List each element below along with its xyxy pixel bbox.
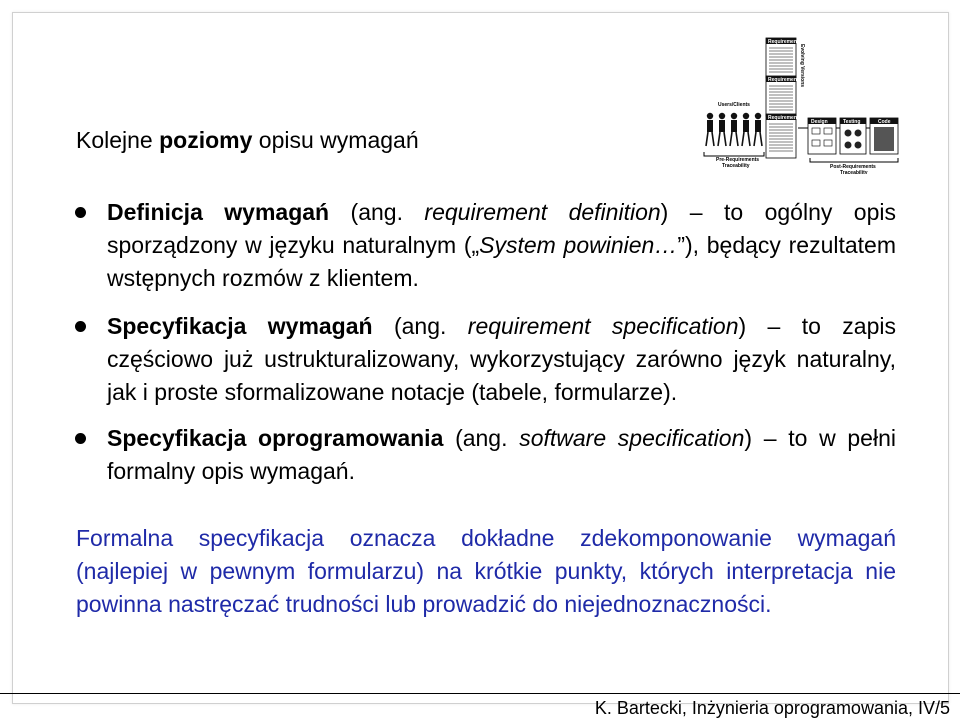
bullet-icon: [75, 207, 86, 218]
design-box: [808, 118, 836, 154]
requirements-stack-icon: [766, 38, 802, 158]
svg-text:Pre-Requirements: Pre-Requirements: [716, 157, 760, 163]
evolving-versions-label: Evolving Versions: [799, 44, 805, 88]
slide-footer: K. Bartecki, Inżynieria oprogramowania, IV/5: [594, 698, 950, 718]
svg-text:Testing: Testing: [843, 119, 861, 125]
bullet-icon: [75, 433, 86, 444]
svg-text:Requirements: Requirements: [768, 39, 802, 45]
svg-text:Requirements: Requirements: [768, 77, 802, 83]
testing-box: [840, 118, 866, 154]
svg-text:Traceability: Traceability: [722, 163, 750, 169]
list-item: Specyfikacja oprogramowania (ang. software specification) – to w pełni formalny opis wymagań.: [107, 425, 896, 484]
svg-text:Code: Code: [878, 119, 891, 125]
formal-spec-note: Formalna specyfikacja oznacza dokładne zdekomponowanie wymagań (najlepiej w pewnym formularzu) na krótkie punkty, których interpretacja nie powinna nastręczać trudności lub prowadzić do niejednoznaczności.: [76, 525, 896, 617]
users-icon: [706, 113, 762, 146]
users-label: Users/Clients: [718, 102, 750, 108]
svg-text:Post-Requirements: Post-Requirements: [830, 164, 876, 170]
svg-text:Traceability: Traceability: [840, 170, 868, 174]
slide-heading: Kolejne poziomy opisu wymagań: [76, 127, 419, 153]
bullet-icon: [75, 321, 86, 332]
code-box: [870, 118, 898, 154]
svg-text:Design: Design: [811, 119, 828, 125]
traceability-diagram: [700, 34, 918, 174]
list-item: Definicja wymagań (ang. requirement definition) – to ogólny opis sporządzony w języku naturalnym („System powinien…”), będący rezultatem wstępnych rozmów z klientem.: [107, 199, 897, 291]
svg-text:Requirements: Requirements: [768, 115, 802, 121]
footer-divider: [0, 693, 960, 694]
list-item: Specyfikacja wymagań (ang. requirement specification) – to zapis częściowo już ustrukturalizowany, wykorzystujący zarówno język naturalny, jak i proste sformalizowane notacje (tabele, formularze).: [107, 313, 896, 405]
